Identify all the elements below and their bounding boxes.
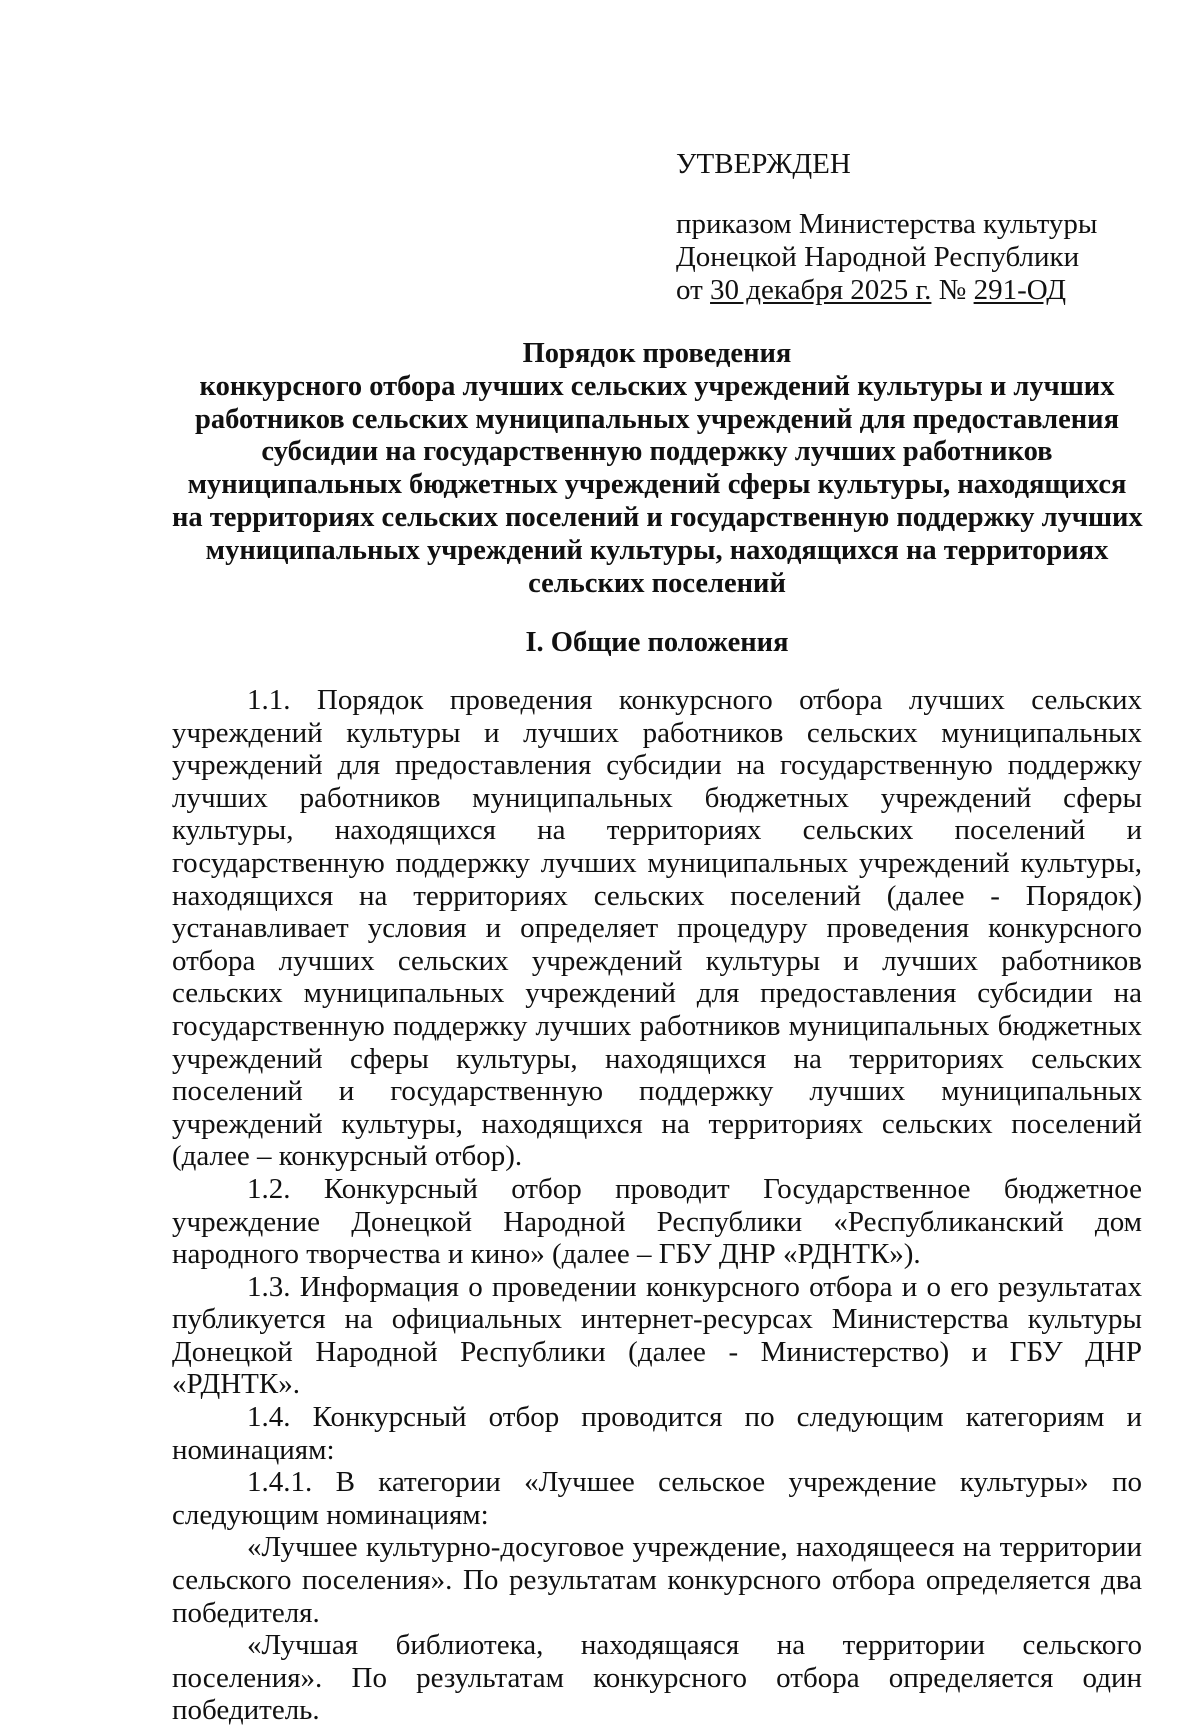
title-line: работников сельских муниципальных учреждений для предоставления <box>194 403 1119 435</box>
approval-line-1: приказом Министерства культуры <box>676 208 1098 240</box>
document-title <box>172 338 1142 600</box>
nomination-library: «Лучшая библиотека, находящаяся на территории сельского поселения». По результатам конкурсного отбора определяется один победитель. <box>172 1629 1142 1727</box>
title-line: муниципальных бюджетных учреждений сферы культуры, находящихся <box>187 469 1127 501</box>
section-title: I. Общие положения <box>525 627 789 658</box>
number-prefix: № <box>931 274 974 306</box>
paragraph-1-4: 1.4. Конкурсный отбор проводится по следующим категориям и номинациям: <box>172 1401 1142 1466</box>
title-line: конкурсного отбора лучших сельских учреждений культуры и лучших <box>199 370 1115 402</box>
title-line: субсидии на государственную поддержку лучших работников <box>261 436 1053 468</box>
title-line: сельских поселений <box>528 567 786 599</box>
approval-line-2: Донецкой Народной Республики <box>676 241 1080 273</box>
paragraph-1-1: 1.1. Порядок проведения конкурсного отбора лучших сельских учреждений культуры и лучших работников сельских муниципальных учреждений для предоставления субсидии на государственную поддержку лучших работников муниципальных бюджетных учреждений сферы культуры, находящихся на территориях сельских поселений и государственную поддержку лучших муниципальных учреждений культуры, находящихся на территориях сельских поселений (далее - Порядок) устанавливает условия и определяет процедуру проведения конкурсного отбора лучших сельских учреждений культуры и лучших работников сельских муниципальных учреждений для предоставления субсидии на государственную поддержку лучших работников муниципальных бюджетных учреждений сферы культуры, находящихся на территориях сельских поселений и государственную поддержку лучших муниципальных учреждений культуры, находящихся на территориях сельских поселений (далее – конкурсный отбор). <box>172 684 1142 1173</box>
title-line: муниципальных учреждений культуры, находящихся на территориях <box>205 534 1109 566</box>
approval-block <box>676 148 1136 307</box>
paragraph-1-3: 1.3. Информация о проведении конкурсного отбора и о его результатах публикуется на официальных интернет-ресурсах Министерства культуры Донецкой Народной Республики (далее - Министерство) и ГБУ ДНР «РДНТК». <box>172 1270 1142 1401</box>
approval-heading: УТВЕРЖДЕН <box>676 148 851 180</box>
approval-date-line <box>676 274 1136 307</box>
paragraph-1-2: 1.2. Конкурсный отбор проводит Государственное бюджетное учреждение Донецкой Народной Республики «Республиканский дом народного творчества и кино» (далее – ГБУ ДНР «РДНТК»). <box>172 1172 1142 1271</box>
document-body <box>172 684 1142 1727</box>
date-prefix: от <box>676 274 711 306</box>
title-line: на территориях сельских поселений и государственную поддержку лучших <box>172 501 1143 533</box>
nomination-cultural-leisure: «Лучшее культурно-досуговое учреждение, находящееся на территории сельского поселения». По результатам конкурсного отбора определяется два победителя. <box>172 1531 1142 1629</box>
order-date: 30 декабря 2025 г. <box>710 274 932 306</box>
title-line: Порядок проведения <box>522 338 792 369</box>
order-number: 291-ОД <box>973 274 1067 306</box>
paragraph-1-4-1: 1.4.1. В категории «Лучшее сельское учреждение культуры» по следующим номинациям: <box>172 1466 1142 1531</box>
